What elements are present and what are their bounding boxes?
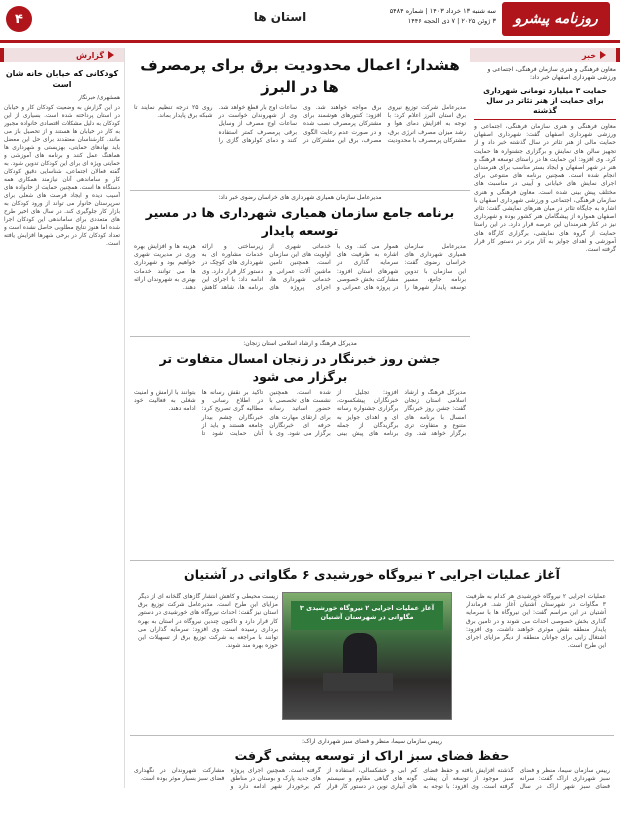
page-number-badge: ۴ — [6, 6, 32, 32]
photo-banner-text: آغاز عملیات اجرایی ۲ نیروگاه خورشیدی ۳ مگاواتی در شهرستان آشتیان — [291, 601, 443, 630]
issue-line-2: ۳ ژوئن ۲۰۲۵ | ۷ ذی الحجه ۱۴۴۶ — [407, 17, 496, 25]
article-journalist-kicker: مدیرکل فرهنگ و ارشاد اسلامی استان زنجان: — [243, 340, 357, 347]
masthead — [0, 0, 620, 42]
article-municipality-kicker: مدیرعامل سازمان همیاری شهرداری های خراسان رضوی خبر داد: — [218, 194, 382, 201]
article-solar-headline[interactable]: آغاز عملیات اجرایی ۲ نیروگاه خورشیدی ۶ مگاواتی در آشتیان — [184, 567, 560, 582]
article-electricity-headline[interactable]: هشدار؛ اعمال محدودیت برق برای پرمصرف ها در البرز — [140, 56, 460, 96]
right-news-column — [470, 48, 620, 608]
report-tag-label: گزارش — [75, 50, 104, 60]
left-report-column — [0, 48, 125, 788]
right-lede: معاون فرهنگی و هنری سازمان فرهنگی، اجتماعی و ورزشی شهرداری اصفهان خبر داد: — [487, 66, 616, 81]
right-body: معاون فرهنگی و هنری سازمان فرهنگی، اجتماعی و ورزشی شهرداری اصفهان گفت: شهرداری اصفهان حمایت مالی از هنر تئاتر در سال گذشته خبر داد و از تجهیز سالن های نمایش و برگزاری جشنواره ها حمایت کرد. وی افزود: این حمایت ها در راستای توسعه فرهنگ و هنر در شهر اصفهان و ایجاد بستر مناسب برای هنرمندان انجام شده است. همچنین برنامه های متنوعی برای اجرای نمایش های خیابانی و آیینی در مناسبت های مختلف پیش بینی شده است. معاون فرهنگی و هنری سازمان فرهنگی، اجتماعی و ورزشی شهرداری اصفهان با اشاره به جایگاه تئاتر در میان هنرهای نمایشی گفت: تئاتر اصفهان همواره از پیشگامان هنر کشور بوده و شهرداری نیز در کنار هنرمندان این عرصه قرار دارد. در این راستا حمایت از گروه های نمایشی، برگزاری کارگاه های آموزشی و اهدای جوایز به آثار برتر در دستور کار قرار گرفته است. — [474, 123, 616, 254]
report-triangle-icon — [108, 51, 114, 59]
article-green-kicker: رییس سازمان سیما، منظر و فضای سبز شهرداری اراک: — [301, 738, 443, 745]
tag-triangle-icon — [600, 51, 606, 59]
section-title: استان ها — [253, 10, 307, 24]
issue-line-1: سه شنبه ۱۳ خرداد ۱۴۰۳ | شماره ۵۴۸۴ — [389, 7, 496, 15]
news-tag-label: خبر — [581, 50, 596, 60]
news-tag — [470, 48, 620, 62]
report-tag — [0, 48, 124, 62]
article-municipality-body: مدیرعامل سازمان همیاری شهرداری های خراسان رضوی گفت: این سازمان با تدوین برنامه جامع، مسیر توسعه پایدار شهرها را هموار می کند. وی با اشاره به ظرفیت های سرمایه گذاری در شهرهای استان افزود: مشارکت بخش خصوصی در پروژه های عمرانی و خدماتی شهری از اولویت های این سازمان است. همچنین تامین ماشین آلات عمرانی و خدماتی شهرداری ها، اجرای پروژه های زیرساختی و ارائه خدمات مشاوره ای به شهرداری های کوچک در دستور کار قرار دارد. وی ادامه داد: با اجرای این برنامه ها، شاهد کاهش هزینه ها و افزایش بهره وری در مدیریت شهری خواهیم بود و شهرداری ها می توانند خدمات بهتری به شهروندان ارائه دهند. — [134, 243, 466, 292]
article-municipality — [130, 194, 470, 334]
right-divider — [474, 119, 616, 120]
issue-info — [346, 6, 496, 26]
article-green-space — [130, 735, 614, 836]
podium-shape — [323, 673, 393, 691]
article-electricity-body: مدیرعامل شرکت توزیع نیروی برق استان البرز اعلام کرد: با توجه به افزایش دمای هوا و رشد میزان مصرف انرژی برق، مشترکان پرمصرف با محدودیت برق مواجه خواهند شد. وی افزود: کنتورهای هوشمند برای مشترکان پرمصرف نصب شده و در صورت عدم رعایت الگوی مصرف، برق این مشترکان در ساعات اوج بار قطع خواهد شد. وی از شهروندان خواست در ساعات اوج مصرف از وسایل برقی پرمصرف کمتر استفاده کنند و دمای کولرهای گازی را روی ۲۵ درجه تنظیم نمایند تا شبکه برق پایدار بماند. — [134, 104, 466, 144]
article-solar-body-left: زیست محیطی و کاهش انتشار گازهای گلخانه ای از دیگر مزایای این طرح است. مدیرعامل شرکت توزیع برق استان نیز گفت: احداث نیروگاه های خورشیدی در دستور کار قرار دارد و تاکنون چندین نیروگاه در استان به بهره برداری رسیده است. وی افزود: سرمایه گذاران می توانند با مراجعه به شرکت توزیع برق از تسهیلات این حوزه بهره مند شوند. — [138, 593, 278, 650]
article-journalist-body: مدیرکل فرهنگ و ارشاد اسلامی استان زنجان گفت: جشن روز خبرنگار امسال با برنامه های متنوع و متفاوت تری برگزار خواهد شد. وی افزود: تجلیل از خبرنگاران پیشکسوت، برگزاری جشنواره رسانه ای و اهدای جوایز به برگزیدگان از جمله برنامه های پیش بینی شده است. همچنین نشست های تخصصی با حضور اساتید رسانه برای ارتقای مهارت های حرفه ای خبرنگاران برگزار می شود. وی با تاکید بر نقش رسانه ها در اطلاع رسانی و مطالبه گری تصریح کرد: خبرنگاران چشم بیدار جامعه هستند و باید از آنان حمایت شود تا بتوانند با آرامش و امنیت شغلی به فعالیت خود ادامه دهند. — [134, 389, 466, 438]
solar-ceremony-photo — [282, 592, 452, 720]
newspaper-logo[interactable]: روزنامه پیشرو — [502, 2, 610, 36]
report-body: در این گزارش به وضعیت کودکان کار و خیابان در استان پرداخته شده است. بسیاری از این کودکان به دلیل مشکلات اقتصادی خانواده مجبور به کار در خیابان ها هستند و از تحصیل باز می مانند. کارشناسان معتقدند برای حل این معضل باید نهادهای حمایتی، بهزیستی و شهرداری ها هماهنگ عمل کنند و برنامه های آموزشی و حمایتی ویژه ای برای این کودکان تدوین شود. به گفته فعالان اجتماعی، شناسایی دقیق کودکان کار و ساماندهی آنان نیازمند همکاری همه دستگاه ها است. همچنین حمایت از خانواده های آسیب دیده و ایجاد فرصت های شغلی برای سرپرستان خانوار می تواند از ورود کودکان به بازار کار جلوگیری کند. در سال های اخیر طرح های متعددی برای ساماندهی این کودکان اجرا شده اما هنوز نتایج مطلوبی حاصل نشده است و تعداد کودکان کار در برخی شهرها افزایش یافته است. — [4, 105, 120, 247]
masthead-divider — [0, 40, 620, 43]
divider-2 — [130, 336, 470, 337]
article-journalist-day — [130, 340, 470, 550]
article-journalist-headline[interactable]: جشن روز خبرنگار در زنجان امسال متفاوت تر برگزار می شود — [159, 351, 441, 384]
right-headline[interactable]: حمایت ۳ میلیارد تومانی شهرداری برای حمایت از هنر تئاتر در سال گذشته — [483, 86, 607, 115]
article-solar-body-right: عملیات اجرایی ۲ نیروگاه خورشیدی هر کدام به ظرفیت ۳ مگاوات در شهرستان آشتیان آغاز شد. فرماندار آشتیان در این مراسم گفت: این نیروگاه ها با سرمایه گذاری بخش خصوصی احداث می شوند و در تامین برق پایدار منطقه نقش موثری خواهند داشت. وی افزود: اشتغال زایی برای جوانان منطقه از دیگر مزایای اجرای این طرح است. — [466, 593, 606, 650]
report-byline: همشهری/ خبرنگار — [78, 95, 120, 101]
article-municipality-headline[interactable]: برنامه جامع سازمان همیاری شهرداری ها در مسیر توسعه پایدار — [145, 205, 455, 238]
article-electricity — [130, 48, 470, 188]
article-green-body: رییس سازمان سیما، منظر و فضای سبز شهرداری اراک گفت: سرانه فضای سبز شهر اراک در سال گذشته افزایش یافته و حفظ فضای سبز موجود از توسعه آن پیشی گرفته است. وی افزود: با توجه به کم آبی و خشکسالی، استفاده از گونه های گیاهی مقاوم و سیستم های آبیاری نوین در دستور کار قرار گرفته است. همچنین اجرای پروژه های جدید پارک و بوستان در مناطق کم برخوردار شهر ادامه دارد و مشارکت شهروندان در نگهداری فضای سبز بسیار موثر بوده است. — [134, 767, 610, 791]
report-headline[interactable]: کودکانی که خیابان خانه شان است — [5, 69, 119, 89]
divider-1 — [130, 190, 470, 191]
article-green-headline[interactable]: حفظ فضای سبز اراک از توسعه پیشی گرفت — [234, 748, 510, 763]
